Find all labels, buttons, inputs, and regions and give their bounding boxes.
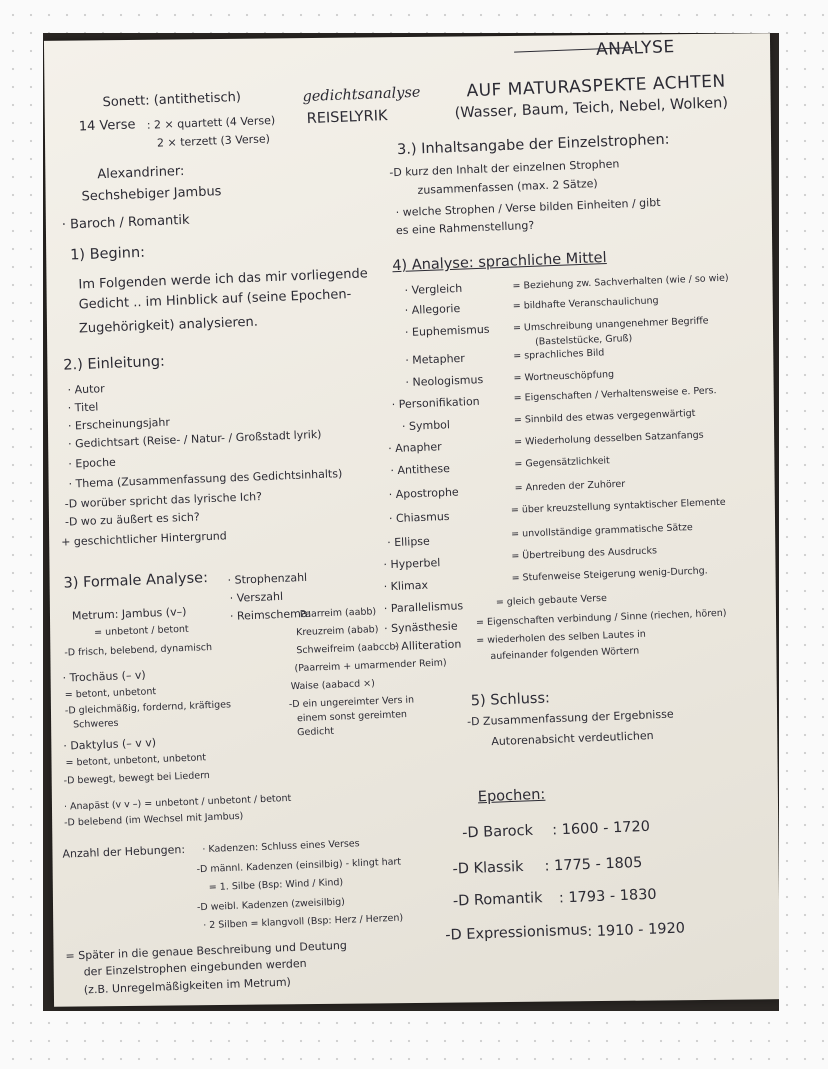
hebungen-item: = 1. Silbe (Bsp: Wind / Kind) bbox=[208, 876, 344, 894]
notebook-photo bbox=[43, 33, 779, 1011]
sonett-line: Sonett: (antithetisch) bbox=[102, 89, 242, 111]
jambus-line: Sechshebiger Jambus bbox=[81, 184, 222, 205]
hebungen-item: -D männl. Kadenzen (einsilbig) - klingt hart bbox=[196, 856, 402, 876]
mittel-term: · Alliteration bbox=[394, 637, 462, 654]
epoche-name: -D Barock bbox=[461, 822, 534, 842]
alliteration-def-2: aufeinander folgenden Wörtern bbox=[490, 645, 640, 663]
mittel-term: · Hyperbel bbox=[383, 556, 441, 572]
mittel-def: = Sinnbild des etwas vergegenwärtigt bbox=[513, 407, 696, 426]
epochen-heading: Epochen: bbox=[477, 786, 546, 806]
reim-item: -D ein ungereimter Vers in bbox=[288, 694, 415, 711]
verse-quartett: : 2 × quartett (4 Verse) bbox=[146, 113, 276, 132]
mittel-def: = bildhafte Veranschaulichung bbox=[512, 295, 659, 312]
mittel-def: = Wortneuschöpfung bbox=[513, 369, 615, 384]
mittel-def: = über kreuzstellung syntaktischer Elemente bbox=[510, 496, 726, 516]
mittel-def: = Anreden der Zuhörer bbox=[514, 478, 626, 494]
trochaeus-def: = betont, unbetont bbox=[64, 686, 157, 701]
reim-item: Paarreim (aabb) bbox=[299, 606, 377, 621]
epoche-range: : 1775 - 1805 bbox=[544, 854, 643, 875]
mittel-term: · Antithese bbox=[390, 461, 451, 478]
mittel-def: = Wiederholung desselben Satzanfangs bbox=[513, 429, 704, 448]
epoche-range: : 1600 - 1720 bbox=[551, 818, 651, 839]
verse-terzett: 2 × terzett (3 Verse) bbox=[156, 132, 271, 150]
einleitung-item: · Gedichtsart (Reise- / Natur- / Großstadt lyrik) bbox=[67, 427, 322, 451]
mittel-term: · Vergleich bbox=[404, 281, 463, 298]
mittel-term: · Klimax bbox=[383, 578, 429, 594]
beginn-heading: 1) Beginn: bbox=[69, 244, 146, 264]
einleitung-item: · Epoche bbox=[68, 455, 117, 471]
einleitung-item: -D worüber spricht das lyrische Ich? bbox=[64, 490, 263, 511]
mittel-def: = Eigenschaften / Verhaltensweise e. Pers. bbox=[513, 385, 717, 404]
mittel-term: · Neologismus bbox=[405, 373, 484, 390]
reim-item: einem sonst gereimten bbox=[296, 708, 408, 725]
formale-heading: 3) Formale Analyse: bbox=[63, 570, 209, 592]
gedichtsanalyse-title: gedichtsanalyse bbox=[302, 84, 421, 106]
hebungen-item: · Kadenzen: Schluss eines Verses bbox=[202, 838, 360, 856]
note-line-1: = Später in die genaue Beschreibung und Deutung bbox=[65, 938, 348, 963]
mittel-term: · Personifikation bbox=[391, 394, 480, 412]
reim-item: (Paarreim + umarmender Reim) bbox=[294, 657, 447, 675]
mittel-def: = unvollständige grammatische Sätze bbox=[510, 521, 693, 540]
einleitung-item: -D wo zu äußert es sich? bbox=[64, 510, 200, 529]
mittel-def: = Gegensätzlichkeit bbox=[514, 455, 611, 470]
anapaest-effect: -D belebend (im Wechsel mit Jambus) bbox=[63, 810, 244, 829]
schluss-line: Autorenabsicht verdeutlichen bbox=[491, 728, 654, 749]
schluss-heading: 5) Schluss: bbox=[470, 690, 551, 710]
einleitung-item: + geschichtlicher Hintergrund bbox=[60, 529, 227, 549]
mittel-term: · Symbol bbox=[401, 418, 451, 434]
trochaeus-effect: -D gleichmäßig, fordernd, kräftiges bbox=[64, 699, 232, 717]
hebungen-item: -D weibl. Kadenzen (zweisilbig) bbox=[196, 896, 346, 914]
natur-items: (Wasser, Baum, Teich, Nebel, Wolken) bbox=[454, 95, 729, 122]
epoche-range: : 1910 - 1920 bbox=[586, 920, 686, 941]
note-line-3: (z.B. Unregelmäßigkeiten im Metrum) bbox=[83, 975, 292, 997]
mittel-term: · Chiasmus bbox=[388, 509, 450, 526]
reim-item: Waise (aabacd ×) bbox=[290, 678, 376, 693]
trochaeus-line: · Trochäus (– v) bbox=[62, 668, 146, 685]
reiselyrik-label: REISELYRIK bbox=[306, 107, 388, 128]
mittel-term: · Allegorie bbox=[404, 301, 461, 318]
maturaspekte-heading: AUF MATURASPEKTE ACHTEN bbox=[466, 71, 726, 102]
inhalt-heading: 3.) Inhaltsangabe der Einzelstrophen: bbox=[396, 131, 670, 159]
reim-item: Kreuzreim (abab) bbox=[295, 624, 379, 639]
hebungen-item: · 2 Silben = klangvoll (Bsp: Herz / Herzen) bbox=[203, 912, 404, 932]
mittel-def: = gleich gebaute Verse bbox=[495, 592, 608, 609]
euphemismus-sub: (Bastelstücke, Gruß) bbox=[534, 332, 633, 348]
einleitung-item: · Autor bbox=[67, 382, 105, 397]
schluss-line: -D Zusammenfassung der Ergebnisse bbox=[466, 707, 674, 729]
mittel-def: = sprachliches Bild bbox=[513, 347, 605, 362]
mittel-term: · Anapher bbox=[387, 440, 442, 456]
mittel-def: = Eigenschaften verbindung / Sinne (riechen, hören) bbox=[475, 607, 727, 629]
daktylus-line: · Daktylus (– v v) bbox=[63, 736, 157, 753]
inhalt-line: es eine Rahmenstellung? bbox=[395, 218, 535, 238]
barock-line: · Baroch / Romantik bbox=[61, 212, 190, 233]
mittel-def: = Übertreibung des Ausdrucks bbox=[511, 545, 658, 562]
formale-verszahl: · Verszahl bbox=[229, 589, 284, 605]
einleitung-item: · Titel bbox=[67, 400, 99, 415]
beginn-line-1: Im Folgenden werde ich das mir vorliegende bbox=[78, 266, 368, 293]
mittel-def: = wiederholen des selben Lautes in bbox=[476, 628, 647, 647]
metrum-def: = unbetont / betont bbox=[93, 623, 189, 639]
reim-item: Schweifreim (aabccb) bbox=[296, 641, 400, 657]
trochaeus-effect-2: Schweres bbox=[72, 717, 119, 731]
mittel-def: = Umschreibung unangenehmer Begriffe bbox=[512, 315, 709, 334]
note-line-2: der Einzelstrophen eingebunden werden bbox=[83, 956, 307, 979]
mittel-term: · Euphemismus bbox=[404, 322, 490, 340]
mittel-term: · Metapher bbox=[405, 351, 466, 368]
beginn-line-2: Gedicht .. im Hinblick auf (seine Epochen- bbox=[78, 287, 352, 313]
mittel-def: = Beziehung zw. Sachverhalten (wie / so wie) bbox=[512, 272, 729, 292]
epoche-name: -D Romantik bbox=[452, 890, 543, 910]
mittel-term: · Parallelismus bbox=[383, 599, 464, 616]
epoche-range: : 1793 - 1830 bbox=[558, 886, 657, 907]
analyse-heading-4: 4) Analyse: sprachliche Mittel bbox=[392, 249, 607, 275]
epoche-name: -D Klassik bbox=[452, 858, 524, 878]
mittel-def: = Stufenweise Steigerung wenig-Durchg. bbox=[511, 565, 708, 584]
einleitung-item: · Thema (Zusammenfassung des Gedichtsinhalts) bbox=[68, 467, 343, 491]
metrum-effect: -D frisch, belebend, dynamisch bbox=[64, 641, 213, 659]
inhalt-line: -D kurz den Inhalt der einzelnen Strophen bbox=[389, 157, 620, 180]
metrum-line: Metrum: Jambus (v–) bbox=[71, 605, 187, 623]
mittel-term: · Synästhesie bbox=[383, 619, 458, 636]
beginn-line-3: Zugehörigkeit) analysieren. bbox=[78, 314, 259, 337]
formale-strophenzahl: · Strophenzahl bbox=[227, 570, 308, 587]
einleitung-heading: 2.) Einleitung: bbox=[63, 353, 166, 374]
anapaest-line: · Anapäst (v v –) = unbetont / unbetont / betont bbox=[63, 792, 292, 813]
reimschema-label: · Reimschema: bbox=[229, 606, 312, 623]
reim-item: Gedicht bbox=[296, 725, 335, 739]
mittel-term: · Ellipse bbox=[386, 534, 431, 550]
verse-label: 14 Verse bbox=[78, 117, 136, 135]
inhalt-line: zusammenfassen (max. 2 Sätze) bbox=[417, 177, 598, 197]
analyse-heading: ANALYSE bbox=[595, 37, 676, 61]
einleitung-item: · Erscheinungsjahr bbox=[67, 415, 171, 433]
alexandriner-label: Alexandriner: bbox=[97, 163, 185, 183]
inhalt-line: · welche Strophen / Verse bilden Einheiten / gibt bbox=[395, 195, 661, 220]
daktylus-effect: -D bewegt, bewegt bei Liedern bbox=[63, 770, 211, 787]
hebungen-label: Anzahl der Hebungen: bbox=[62, 842, 186, 861]
handwritten-page bbox=[44, 33, 779, 1007]
daktylus-def: = betont, unbetont, unbetont bbox=[65, 752, 207, 769]
epoche-name: -D Expressionismus bbox=[445, 922, 588, 944]
mittel-term: · Apostrophe bbox=[388, 485, 459, 502]
